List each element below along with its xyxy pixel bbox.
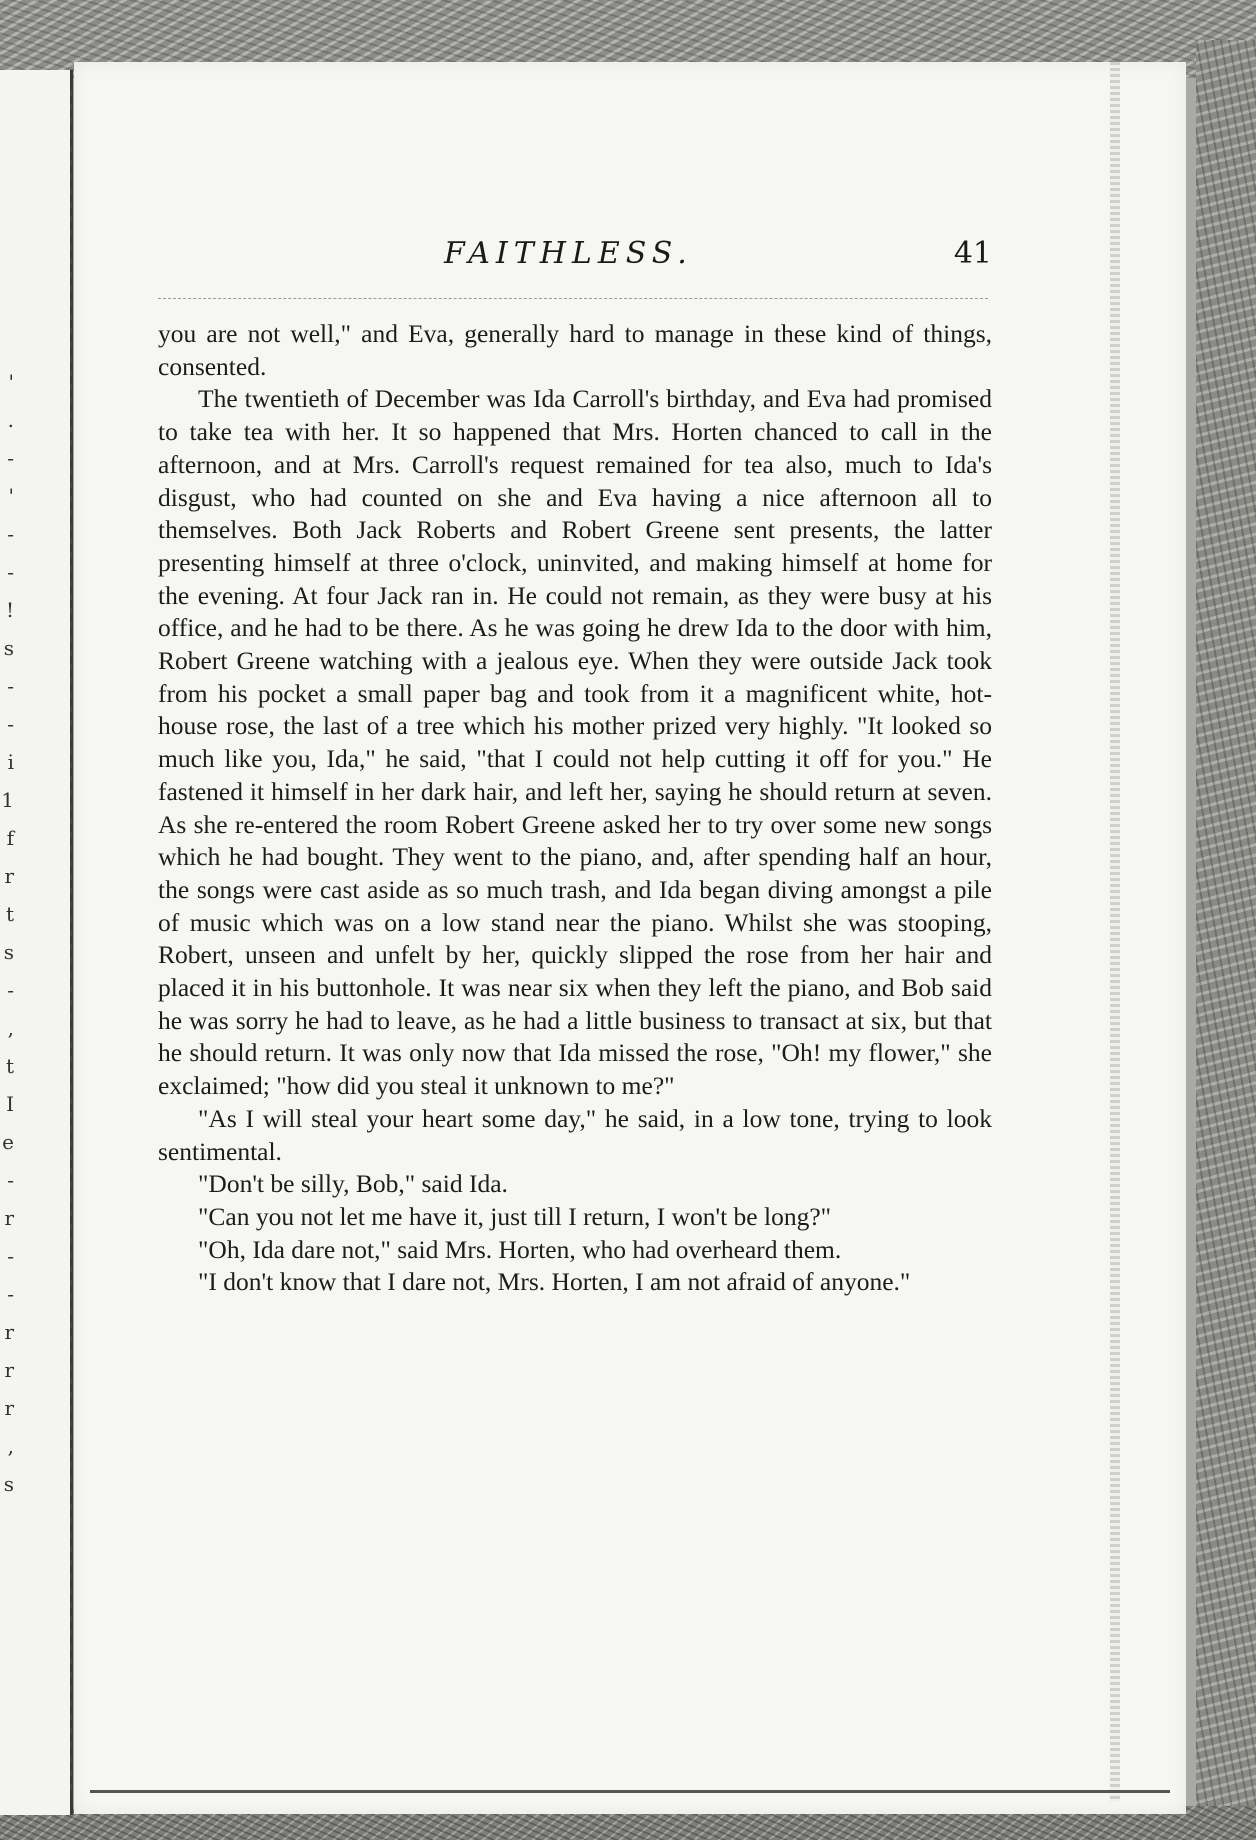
facing-page-fragment: - <box>7 978 14 1002</box>
paragraph: "Don't be silly, Bob," said Ida. <box>198 1169 508 1199</box>
paragraph: "As I will steal your heart some day," he said, in a low tone, trying to look sentimental. <box>158 1103 992 1166</box>
paragraph: "I don't know that I dare not, Mrs. Horten, I am not afraid of anyone." <box>198 1267 911 1297</box>
facing-page-fragment: . <box>7 408 14 432</box>
scan-border-right <box>1196 40 1256 1840</box>
facing-page-fragment: s <box>3 636 14 660</box>
facing-page-fragment: - <box>7 446 14 470</box>
facing-page-fragment: r <box>4 864 14 888</box>
facing-page-edge <box>0 70 73 1815</box>
page-number: 41 <box>953 236 992 271</box>
header-rule <box>158 298 988 300</box>
page-bottom-edge <box>90 1790 1170 1793</box>
body-text <box>158 318 992 1299</box>
facing-page-fragment: t <box>5 902 14 926</box>
paragraph: you are not well," and Eva, generally hard to manage in these kind of things, consented. <box>158 319 992 381</box>
facing-page-fragment: 1 <box>1 788 14 812</box>
facing-page-fragment: e <box>2 1130 14 1154</box>
paragraph: "Oh, Ida dare not," said Mrs. Horten, who had overheard them. <box>198 1234 842 1264</box>
paragraph: "Can you not let me have it, just till I return, I won't be long?" <box>198 1201 832 1231</box>
facing-page-fragment: I <box>6 1092 14 1116</box>
facing-page-fragment: ! <box>5 598 14 622</box>
facing-page-fragment: - <box>7 1282 14 1306</box>
facing-page-fragment: , <box>7 1434 14 1458</box>
facing-page-fragment: r <box>4 1320 14 1344</box>
facing-page-fragment: i <box>7 750 14 774</box>
facing-page-fragment: t <box>5 1054 14 1078</box>
paragraph: The twentieth of December was Ida Carroll's birthday, and Eva had promised to take tea with her. It so happened that Mrs. Horten chanced to call in the afternoon, and at Mrs. Carroll's request remained for tea also, much to Ida's disgust, who had counted on she and Eva having a nice afternoon all to themselves. Both Jack Roberts and Robert Greene sent presents, the latter presenting himself at three o'clock, uninvited, and making himself at home for the evening. At four Jack ran in. He could not remain, as they were busy at his office, and he had to be there. As he was going he drew Ida to the door with him, Robert Greene watching with a jealous eye. When they were outside Jack took from his pocket a small paper bag and took from it a magnificent white, hot-house rose, the last of a tree which his mother prized very highly. "It looked so much like you, Ida," he said, "that I could not help cutting it off for you." He fastened it himself in her dark hair, and left her, saying he should return at seven. As she re-entered the room Robert Greene asked her to try over some new songs which he had bought. They went to the piano, and, after spending half an hour, the songs were cast aside as so much trash, and Ida began diving amongst a pile of music which was on a low stand near the piano. Whilst she was stooping, Robert, unseen and unfelt by her, quickly slipped the rose from her hair and placed it in his buttonhole. It was near six when they left the piano, and Bob said he was sorry he had to leave, as he had a little business to transact at six, but that he should return. It was only now that Ida missed the rose, "Oh! my flower," she exclaimed; "how did you steal it unknown to me?" <box>158 384 992 1101</box>
facing-page-fragment: - <box>7 522 14 546</box>
facing-page-fragment: r <box>4 1206 14 1230</box>
facing-page-fragment: - <box>7 1168 14 1192</box>
page-fore-edge <box>1110 62 1120 1802</box>
facing-page-fragment: ' <box>8 370 14 394</box>
running-title: FAITHLESS. <box>444 236 693 271</box>
facing-page-fragment: , <box>7 1016 14 1040</box>
facing-page-fragment: s <box>3 1472 14 1496</box>
facing-page-fragment: - <box>7 712 14 736</box>
facing-page-fragment: - <box>7 560 14 584</box>
facing-page-fragment: r <box>4 1396 14 1420</box>
gutter-line <box>70 90 72 1790</box>
facing-page-fragment: s <box>3 940 14 964</box>
facing-page-fragment: f <box>6 826 14 850</box>
facing-page-fragment: - <box>7 674 14 698</box>
running-header <box>400 236 1000 286</box>
facing-page-fragment: ' <box>8 484 14 508</box>
facing-page-fragment: - <box>7 1244 14 1268</box>
facing-page-fragment: r <box>4 1358 14 1382</box>
